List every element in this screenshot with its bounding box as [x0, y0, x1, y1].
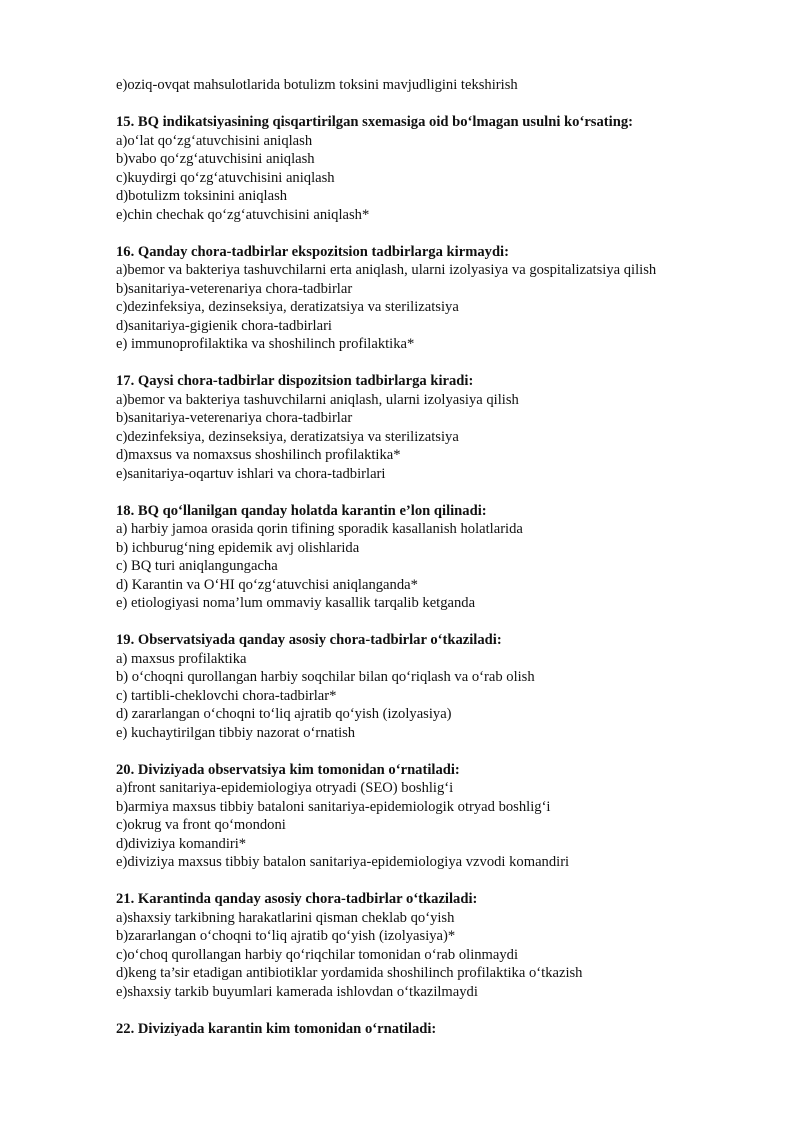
question-16: [116, 243, 786, 354]
question-21: [116, 890, 786, 1001]
document-page: [116, 76, 786, 1038]
answer-option: e) immunoprofilaktika va shoshilinch profilaktika*: [116, 336, 415, 352]
answer-option: c) tartibli-cheklovchi chora-tadbirlar*: [116, 687, 337, 704]
answer-option: b)sanitariya-veterenariya chora-tadbirlar: [116, 280, 353, 297]
answer-option: c)kuydirgi qo‘zg‘atuvchisini aniqlash: [116, 169, 335, 186]
question-19: [116, 631, 786, 742]
answer-option: d) Karantin va O‘HI qo‘zg‘atuvchisi aniqlanganda*: [116, 576, 418, 593]
answer-option: a)shaxsiy tarkibning harakatlarini qisman cheklab qo‘yish: [116, 909, 455, 926]
answer-option: d)diviziya komandiri*: [116, 835, 247, 852]
question-17: [116, 372, 786, 483]
answer-option: d)maxsus va nomaxsus shoshilinch profilaktika*: [116, 447, 401, 463]
answer-option: b)vabo qo‘zg‘atuvchisini aniqlash: [116, 151, 315, 167]
answer-option: c)okrug va front qo‘mondoni: [116, 817, 286, 833]
answer-option: d) zararlangan o‘choqni to‘liq ajratib qo‘yish (izolyasiya): [116, 706, 452, 722]
answer-option: d)botulizm toksinini aniqlash: [116, 188, 288, 204]
question-18: [116, 502, 786, 613]
answer-option: c)dezinfeksiya, dezinseksiya, deratizatsiya va sterilizatsiya: [116, 428, 459, 445]
question-title: 15. BQ indikatsiyasining qisqartirilgan sxemasiga oid bo‘lmagan usulni ko‘rsating:: [116, 114, 633, 130]
answer-option: e)chin chechak qo‘zg‘atuvchisini aniqlash*: [116, 206, 370, 223]
answer-option: b) ichburug‘ning epidemik avj olishlarida: [116, 539, 360, 556]
answer-option: c)dezinfeksiya, dezinseksiya, deratizatsiya va sterilizatsiya: [116, 299, 459, 315]
question-title: 16. Qanday chora-tadbirlar ekspozitsion tadbirlarga kirmaydi:: [116, 243, 509, 260]
answer-option: b) o‘choqni qurollangan harbiy soqchilar bilan qo‘riqlash va o‘rab olish: [116, 669, 535, 685]
answer-option: a) harbiy jamoa orasida qorin tifining sporadik kasallanish holatlarida: [116, 521, 523, 537]
question-title: 19. Observatsiyada qanday asosiy chora-tadbirlar o‘tkaziladi:: [116, 632, 502, 648]
answer-option: c)o‘choq qurollangan harbiy qo‘riqchilar tomonidan o‘rab olinmaydi: [116, 946, 519, 963]
answer-option: d)sanitariya-gigienik chora-tadbirlari: [116, 317, 332, 334]
question-title: 21. Karantinda qanday asosiy chora-tadbirlar o‘tkaziladi:: [116, 891, 478, 907]
lead-option: e)oziq-ovqat mahsulotlarida botulizm toksini mavjudligini tekshirish: [116, 77, 518, 93]
answer-option: a)o‘lat qo‘zg‘atuvchisini aniqlash: [116, 132, 313, 149]
question-title: 18. BQ qo‘llanilgan qanday holatda karantin e’lon qilinadi:: [116, 502, 487, 519]
answer-option: d)keng ta’sir etadigan antibiotiklar yordamida shoshilinch profilaktika o‘tkazish: [116, 965, 583, 981]
question-22: [116, 1020, 786, 1039]
answer-option: a)front sanitariya-epidemiologiya otryadi (SEO) boshlig‘i: [116, 780, 454, 796]
answer-option: b)armiya maxsus tibbiy bataloni sanitariya-epidemiologik otryad boshlig‘i: [116, 798, 551, 815]
answer-option: a) maxsus profilaktika: [116, 650, 247, 667]
question-title: 17. Qaysi chora-tadbirlar dispozitsion tadbirlarga kiradi:: [116, 373, 474, 389]
answer-option: e) kuchaytirilgan tibbiy nazorat o‘rnatish: [116, 724, 356, 741]
question-15: [116, 113, 786, 224]
question-20: [116, 761, 786, 872]
answer-option: a)bemor va bakteriya tashuvchilarni aniqlash, ularni izolyasiya qilish: [116, 391, 519, 408]
answer-option: c) BQ turi aniqlangungacha: [116, 558, 278, 574]
question-title: 22. Diviziyada karantin kim tomonidan o‘rnatiladi:: [116, 1020, 437, 1037]
answer-option: e)sanitariya-oqartuv ishlari va chora-tadbirlari: [116, 465, 386, 482]
answer-option: b)sanitariya-veterenariya chora-tadbirlar: [116, 410, 353, 426]
answer-option: a)bemor va bakteriya tashuvchilarni erta aniqlash, ularni izolyasiya va gospitalizatsiya qilish: [116, 262, 657, 278]
answer-option: e)shaxsiy tarkib buyumlari kamerada ishlovdan o‘tkazilmaydi: [116, 983, 478, 1000]
answer-option: e)diviziya maxsus tibbiy batalon sanitariya-epidemiologiya vzvodi komandiri: [116, 854, 570, 870]
answer-option: b)zararlangan o‘choqni to‘liq ajratib qo‘yish (izolyasiya)*: [116, 928, 456, 944]
answer-option: e) etiologiyasi noma’lum ommaviy kasallik tarqalib ketganda: [116, 595, 476, 611]
question-title: 20. Diviziyada observatsiya kim tomonidan o‘rnatiladi:: [116, 761, 460, 778]
